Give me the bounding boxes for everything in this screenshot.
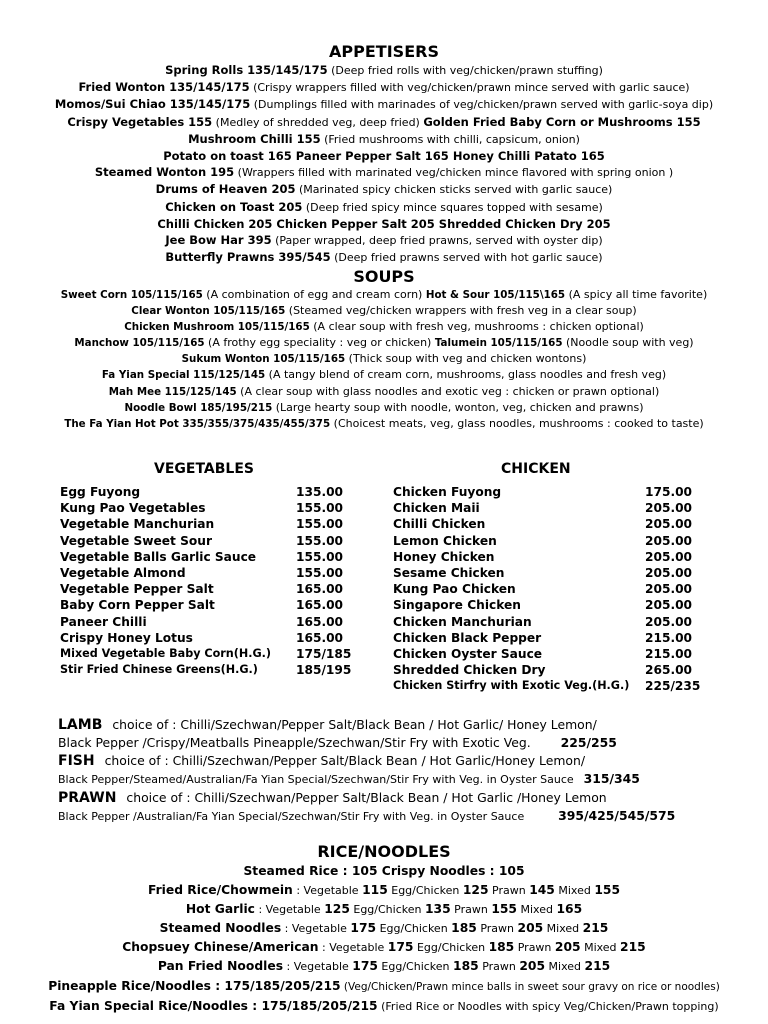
fish-line2 [58,770,758,789]
dish-price: 215.00 [645,647,693,662]
item-description: (Paper wrapped, deep fried prawns, served with oyster dip) [271,234,603,248]
lamb-choices-cont: Black Pepper /Crispy/Meatballs Pineapple/Szechwan/Stir Fry with Exotic Veg. [58,735,531,750]
rice-noodles-section [0,842,768,1016]
item-description: Mixed [554,884,595,898]
menu-row [60,630,360,646]
dish-name: Kung Pao Chicken [393,582,516,597]
item-description: (Wrappers filled with marinated veg/chicken mince flavored with spring onion ) [234,166,674,180]
soups-list [0,287,768,432]
item-description: Mixed [580,941,621,955]
chicken-table [393,484,713,695]
menu-line [0,862,768,881]
prawn-line1 [58,789,758,807]
dish-price: 155.00 [296,501,344,516]
dish-price: 155.00 [296,549,344,564]
item-name-price: Drums of Heaven 205 [155,182,296,197]
dish-price: 155.00 [296,517,344,532]
prawn-choices-cont: Black Pepper /Australian/Fa Yian Special/Szechwan/Stir Fry with Veg. in Oyster Sauce [58,810,525,823]
menu-row [60,646,360,662]
item-name-price: Chicken Mushroom 105/115/165 [124,321,310,334]
menu-line [0,938,768,957]
menu-line [0,287,768,303]
item-name-price: Hot & Sour 105/115\165 [425,289,566,301]
item-name-price: Golden Fried Baby Corn or Mushrooms 155 [423,114,701,129]
menu-row [60,500,360,516]
dish-price: 215.00 [645,630,693,645]
item-description: (Dumplings filled with marinades of veg/chicken/prawn served with garlic-soya dip) [250,98,714,112]
item-name-price: 145 [529,883,555,898]
menu-line [0,303,768,319]
item-description: (Large hearty soup with noodle, wonton, veg, chicken and prawns) [272,400,644,414]
lamb-line1 [58,716,758,734]
soups-title: SOUPS [353,267,415,286]
item-description: : Vegetable [283,960,353,974]
item-description: Egg/Chicken [413,941,489,955]
dish-name: Paneer Chilli [60,614,147,629]
menu-row [60,565,360,581]
dish-name: Crispy Honey Lotus [60,630,193,645]
dish-price: 205.00 [645,549,693,564]
menu-line [0,319,768,335]
dish-name: Singapore Chicken [393,598,521,613]
rice-noodles-title: RICE/NOODLES [317,842,451,861]
dish-name: Vegetable Almond [60,566,186,581]
menu-row [393,614,713,630]
item-description: (Noodle soup with veg) [562,336,694,350]
item-description: (Thick soup with veg and chicken wontons) [345,352,587,366]
prawn-choices: choice of : Chilli/Szechwan/Pepper Salt/Black Bean / Hot Garlic /Honey Lemon [126,790,607,805]
menu-line [0,977,768,997]
menu-row [393,581,713,597]
menu-line [0,957,768,976]
fish-choices: choice of : Chilli/Szechwan/Pepper Salt/Black Bean / Hot Garlic/Honey Lemon/ [104,753,586,768]
menu-row [393,678,713,694]
item-description: (A clear soup with fresh veg, mushrooms : chicken optional) [309,320,644,334]
dish-price: 205.00 [645,582,693,597]
item-description: Egg/Chicken [349,903,425,917]
item-description: (Crispy wrappers filled with veg/chicken/prawn mince served with garlic sauce) [249,81,690,95]
item-name-price: Chicken on Toast 205 [165,199,303,214]
menu-line [0,199,768,216]
dish-name: Chicken Oyster Sauce [393,647,543,662]
rice-noodles-list [0,862,768,1016]
dish-price: 205.00 [645,533,693,548]
appetisers-section [0,42,768,266]
menu-line [0,919,768,938]
item-name-price: Chopsuey Chinese/American [122,940,319,955]
item-name-price: 175 [387,940,414,955]
item-name-price: The Fa Yian Hot Pot 335/355/375/435/455/375 [64,417,331,430]
item-name-price: 155 [491,902,517,917]
dish-price: 135.00 [296,485,344,499]
item-name-price: Chilli Chicken 205 Chicken Pepper Salt 205 Shredded Chicken Dry 205 [157,216,611,231]
item-name-price: 135 [424,902,451,917]
dish-name: Vegetable Manchurian [60,517,215,532]
menu-line [0,351,768,367]
dish-name: Sesame Chicken [393,566,505,581]
item-description: (Fried Rice or Noodles with spicy Veg/Chicken/Prawn topping) [377,999,719,1013]
prawn-label: PRAWN [58,790,117,806]
fish-price: 315/345 [583,771,640,786]
item-name-price: Jee Bow Har 395 [165,233,272,248]
item-description: (A combination of egg and cream corn) [202,288,426,301]
item-description: : Vegetable [281,922,351,936]
item-name-price: Steamed Wonton 195 [94,165,235,180]
menu-line [0,881,768,900]
item-description: Prawn [478,960,520,974]
dish-name: Chicken Black Pepper [393,630,542,645]
item-name-price: Clear Wonton 105/115/165 [131,305,286,318]
item-description: (Steamed veg/chicken wrappers with fresh veg in a clear soup) [285,304,637,318]
dish-price: 185/195 [296,663,352,678]
item-name-price: 115 [362,883,388,898]
menu-line [0,232,768,249]
menu-line [0,900,768,919]
menu-line [0,249,768,266]
item-description: Mixed [545,960,585,974]
item-name-price: 185 [488,940,515,955]
item-description: Prawn [450,903,492,917]
menu-line [0,400,768,416]
dish-price: 205.00 [645,598,693,613]
dish-price: 205.00 [645,566,693,581]
item-name-price: Sweet Corn 105/115/165 [60,289,203,301]
menu-row [60,549,360,565]
item-description: Egg/Chicken [387,884,463,898]
fish-label: FISH [58,753,95,769]
lamb-price: 225/255 [560,735,617,750]
dish-name: Chicken Manchurian [393,614,532,629]
dish-price: 165.00 [296,582,344,597]
item-description: : Vegetable [254,903,325,917]
vegetables-section [60,458,360,678]
dish-price: 225/235 [645,679,701,694]
menu-row [393,533,713,549]
dish-name: Egg Fuyong [60,485,141,499]
item-name-price: Sukum Wonton 105/115/165 [181,353,346,366]
item-name-price: 215 [620,940,646,955]
item-name-price: Mah Mee 115/125/145 [108,385,237,398]
item-name-price: Pan Fried Noodles [157,959,284,974]
chicken-title: CHICKEN [501,461,571,477]
menu-row [393,597,713,613]
item-description: (Marinated spicy chicken sticks served with garlic sauce) [295,183,613,197]
appetisers-title: APPETISERS [329,42,439,61]
item-name-price: 125 [324,902,350,917]
meat-choices-section [58,716,758,826]
soups-section [0,267,768,432]
item-name-price: 215 [582,921,609,936]
menu-row [60,484,360,500]
item-name-price: Fa Yian Special Rice/Noodles : 175/185/205/215 [49,998,378,1013]
prawn-line2 [58,807,758,826]
dish-name: Chilli Chicken [393,517,486,532]
item-description: (Veg/Chicken/Prawn mince balls in sweet sour gravy on rice or noodles) [340,980,720,993]
dish-price: 205.00 [645,614,693,629]
dish-price: 155.00 [296,566,344,581]
menu-row [60,533,360,549]
item-name-price: Mushroom Chilli 155 [188,131,321,146]
menu-row [60,581,360,597]
item-name-price: Spring Rolls 135/145/175 [165,63,328,77]
item-description: Mixed [543,922,583,936]
item-description: Egg/Chicken [376,922,452,936]
chicken-section [393,458,713,695]
item-description: Prawn [514,941,555,955]
menu-line [0,148,768,164]
item-name-price: Crispy Vegetables 155 [67,114,213,129]
menu-row [393,500,713,516]
item-name-price: Manchow 105/115/165 [74,337,205,350]
item-description: (A clear soup with glass noodles and exotic veg : chicken or prawn optional) [236,384,660,398]
dish-name: Vegetable Balls Garlic Sauce [60,549,257,564]
item-description: (Choicest meats, veg, glass noodles, mushrooms : cooked to taste) [330,416,704,430]
menu-row [393,565,713,581]
menu-row [393,646,713,662]
dish-name: Vegetable Sweet Sour [60,533,212,548]
appetisers-list [0,62,768,266]
item-description: (A tangy blend of cream corn, mushrooms, glass noodles and fresh veg) [265,368,667,382]
menu-row [393,662,713,678]
dish-price: 205.00 [645,501,693,516]
item-name-price: Potato on toast 165 Paneer Pepper Salt 165 Honey Chilli Patato 165 [163,149,605,164]
dish-price: 155.00 [296,533,344,548]
item-name-price: Noodle Bowl 185/195/215 [124,401,273,414]
item-name-price: Fa Yian Special 115/125/145 [101,369,266,382]
dish-name: Chicken Stirfry with Exotic Veg.(H.G.) [393,679,630,693]
item-name-price: 205 [519,959,546,974]
item-name-price: Butterfly Prawns 395/545 [165,250,331,265]
dish-price: 175.00 [645,485,693,499]
vegetables-title: VEGETABLES [154,461,254,477]
item-description: Egg/Chicken [377,960,454,974]
menu-row [393,549,713,565]
item-description: Prawn [476,922,518,936]
item-description: (A frothy egg speciality : veg or chicken) [204,336,435,350]
lamb-line2 [58,734,758,752]
menu-line [0,384,768,400]
item-description: (Fried mushrooms with chilli, capsicum, onion) [320,132,580,146]
dish-name: Mixed Vegetable Baby Corn(H.G.) [60,647,272,661]
menu-row [60,597,360,613]
dish-name: Shredded Chicken Dry [393,663,546,678]
dish-price: 205.00 [645,517,693,532]
menu-line [0,216,768,232]
lamb-choices: choice of : Chilli/Szechwan/Pepper Salt/Black Bean / Hot Garlic/ Honey Lemon/ [112,717,597,732]
item-name-price: Talumein 105/115/165 [434,337,563,350]
item-name-price: Pineapple Rice/Noodles : 175/185/205/215 [48,978,341,993]
menu-row [393,630,713,646]
dish-name: Vegetable Pepper Salt [60,582,214,597]
item-name-price: Steamed Noodles [159,921,282,936]
item-description: (Deep fried rolls with veg/chicken/prawn stuffing) [327,64,603,77]
prawn-price: 395/425/545/575 [558,808,676,823]
menu-line [0,997,768,1016]
dish-name: Baby Corn Pepper Salt [60,598,215,613]
item-name-price: Fried Wonton 135/145/175 [78,80,250,95]
menu-line [0,164,768,181]
lamb-label: LAMB [58,717,103,733]
item-name-price: 205 [517,921,544,936]
menu-row [60,662,360,678]
dish-price: 165.00 [296,614,344,629]
item-name-price: 185 [453,959,479,974]
menu-line [0,79,768,96]
menu-row [393,516,713,532]
item-name-price: 165 [556,902,583,917]
item-description: (Deep fried prawns served with hot garlic sauce) [330,251,603,265]
dish-price: 165.00 [296,598,344,613]
item-name-price: 125 [462,883,489,898]
menu-row [393,484,713,500]
menu-line [0,114,768,131]
dish-name: Chicken Fuyong [393,485,502,499]
item-name-price: 155 [594,883,620,898]
dish-price: 175/185 [296,647,352,662]
dish-name: Honey Chicken [393,549,495,564]
item-name-price: Steamed Rice : 105 Crispy Noodles : 105 [243,864,525,878]
item-name-price: Hot Garlic [185,902,255,917]
menu-line [0,62,768,79]
fish-line1 [58,752,758,770]
item-name-price: 185 [451,921,477,936]
item-name-price: Fried Rice/Chowmein [147,883,293,898]
menu-line [0,416,768,432]
item-description: (A spicy all time favorite) [565,288,708,301]
item-name-price: 175 [352,959,378,974]
dish-name: Stir Fried Chinese Greens(H.G.) [60,663,258,677]
item-description: (Deep fried spicy mince squares topped with sesame) [302,200,603,214]
item-description: : Vegetable [318,941,388,955]
menu-line [0,96,768,113]
menu-line [0,335,768,351]
dish-name: Kung Pao Vegetables [60,501,206,516]
dish-name: Chicken Maii [393,501,480,516]
item-name-price: 215 [584,959,611,974]
dish-price: 165.00 [296,630,344,645]
item-name-price: 205 [554,940,581,955]
vegetables-table [60,484,360,678]
item-description: : Vegetable [292,884,363,898]
dish-name: Lemon Chicken [393,533,497,548]
item-description: (Medley of shredded veg, deep fried) [212,115,424,129]
fish-choices-cont: Black Pepper/Steamed/Australian/Fa Yian Special/Szechwan/Stir Fry with Veg. in Oyster Sauce [58,773,574,786]
item-name-price: 175 [350,921,377,936]
menu-row [60,614,360,630]
item-description: Prawn [488,884,530,898]
item-description: Mixed [516,903,557,917]
menu-row [60,516,360,532]
item-name-price: Momos/Sui Chiao 135/145/175 [54,97,251,112]
menu-line [0,131,768,148]
menu-line [0,367,768,383]
menu-line [0,181,768,198]
dish-price: 265.00 [645,663,693,678]
